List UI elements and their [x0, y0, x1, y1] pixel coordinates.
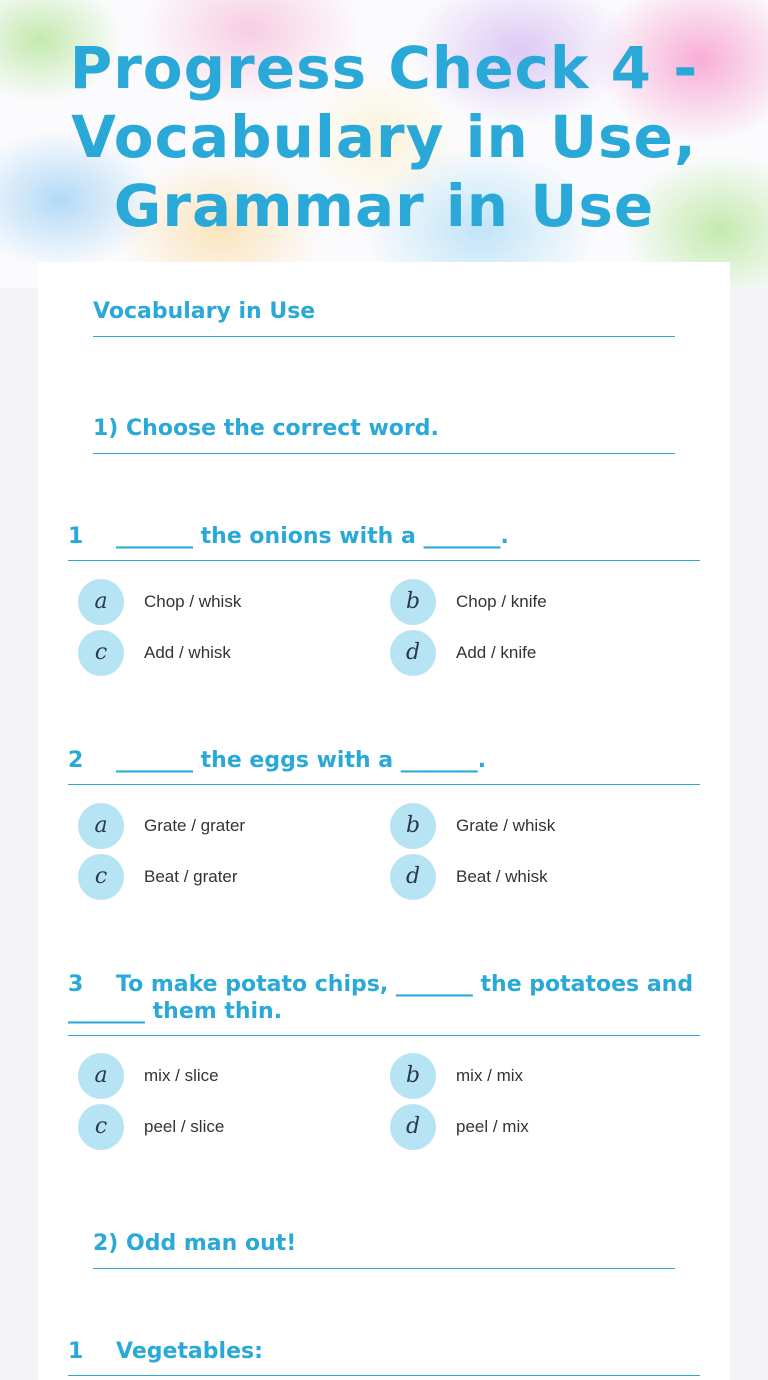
- option-text: Add / knife: [456, 643, 537, 662]
- answer-option-d[interactable]: [390, 630, 690, 676]
- option-text: peel / mix: [456, 1117, 529, 1136]
- option-text: Add / whisk: [144, 643, 231, 662]
- option-text: mix / slice: [144, 1066, 219, 1085]
- question-number: 3: [68, 972, 84, 997]
- task-instruction-odd-man-out: 2) Odd man out!: [93, 1230, 675, 1269]
- task-instruction-choose-word: 1) Choose the correct word.: [93, 415, 675, 454]
- option-letter-badge: a: [78, 803, 124, 849]
- option-letter-badge: c: [78, 630, 124, 676]
- option-text: Chop / knife: [456, 592, 547, 611]
- question-number: 2: [68, 748, 84, 773]
- option-text: peel / slice: [144, 1117, 225, 1136]
- worksheet-card: [38, 262, 730, 1380]
- option-letter-badge: d: [390, 630, 436, 676]
- answer-option-b[interactable]: [390, 579, 690, 625]
- question-1: [68, 523, 700, 561]
- answer-option-a[interactable]: [78, 1053, 378, 1099]
- question-text: To make potato chips, _______ the potatoes and _______ them thin.: [68, 972, 694, 1024]
- page-title: Progress Check 4 - Vocabulary in Use, Grammar in Use: [69, 34, 699, 240]
- answer-option-a[interactable]: [78, 803, 378, 849]
- question-number: 1: [68, 1339, 84, 1364]
- section-heading-vocabulary: Vocabulary in Use: [93, 298, 675, 337]
- option-letter-badge: c: [78, 854, 124, 900]
- option-letter-badge: b: [390, 803, 436, 849]
- question-text: _______ the eggs with a _______.: [116, 748, 487, 773]
- option-text: Beat / whisk: [456, 867, 548, 886]
- option-letter-badge: b: [390, 1053, 436, 1099]
- option-text: mix / mix: [456, 1066, 524, 1085]
- option-letter-badge: a: [78, 579, 124, 625]
- option-letter-badge: b: [390, 579, 436, 625]
- option-text: Chop / whisk: [144, 592, 242, 611]
- odd-man-out-question-1: [68, 1338, 700, 1376]
- question-3: [68, 971, 700, 1036]
- option-letter-badge: c: [78, 1104, 124, 1150]
- question-text: Vegetables:: [116, 1339, 263, 1364]
- answer-option-c[interactable]: [78, 1104, 378, 1150]
- answer-option-c[interactable]: [78, 854, 378, 900]
- option-text: Beat / grater: [144, 867, 238, 886]
- answer-option-d[interactable]: [390, 854, 690, 900]
- answer-option-a[interactable]: [78, 579, 378, 625]
- answer-option-d[interactable]: [390, 1104, 690, 1150]
- answer-option-b[interactable]: [390, 803, 690, 849]
- option-text: Grate / whisk: [456, 816, 556, 835]
- option-text: Grate / grater: [144, 816, 246, 835]
- option-letter-badge: d: [390, 854, 436, 900]
- option-letter-badge: d: [390, 1104, 436, 1150]
- answer-option-b[interactable]: [390, 1053, 690, 1099]
- option-letter-badge: a: [78, 1053, 124, 1099]
- answer-option-c[interactable]: [78, 630, 378, 676]
- question-2: [68, 747, 700, 785]
- question-text: _______ the onions with a _______.: [116, 524, 509, 549]
- question-number: 1: [68, 524, 84, 549]
